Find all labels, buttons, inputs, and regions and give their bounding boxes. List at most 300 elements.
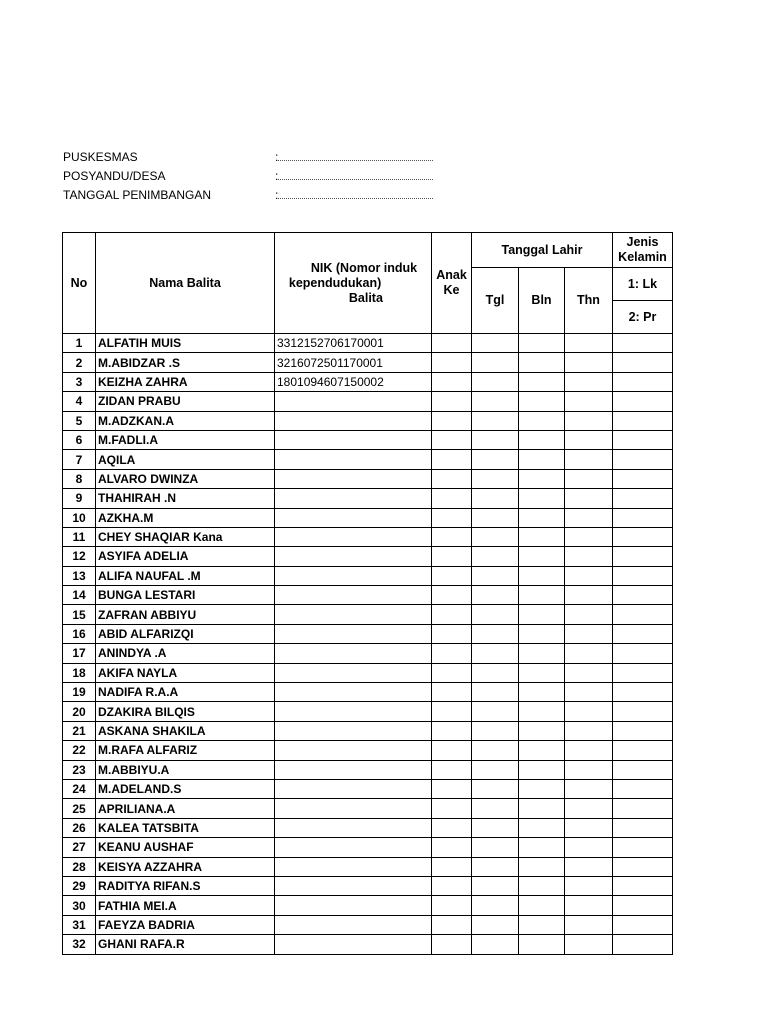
bln-cell[interactable] (519, 935, 565, 954)
thn-cell[interactable] (565, 838, 613, 857)
jenis-kelamin-cell[interactable] (613, 508, 673, 527)
bln-cell[interactable] (519, 353, 565, 372)
thn-cell[interactable] (565, 566, 613, 585)
nik-cell[interactable]: 3216072501170001 (275, 353, 432, 372)
anak-ke-cell[interactable] (432, 450, 472, 469)
row-number: 29 (63, 876, 96, 895)
table-row (63, 469, 673, 488)
tgl-cell[interactable] (472, 663, 519, 682)
row-number: 2 (63, 353, 96, 372)
nik-cell[interactable] (275, 586, 432, 605)
nik-cell[interactable] (275, 644, 432, 663)
nik-cell[interactable] (275, 411, 432, 430)
tgl-cell[interactable] (472, 857, 519, 876)
anak-ke-cell[interactable] (432, 469, 472, 488)
anak-ke-cell[interactable] (432, 547, 472, 566)
row-number: 32 (63, 935, 96, 954)
tgl-cell[interactable] (472, 896, 519, 915)
row-number: 12 (63, 547, 96, 566)
thn-cell[interactable] (565, 818, 613, 837)
bln-cell[interactable] (519, 721, 565, 740)
table-row (63, 818, 673, 837)
jenis-kelamin-cell[interactable] (613, 935, 673, 954)
tgl-cell[interactable] (472, 334, 519, 353)
jenis-kelamin-cell[interactable] (613, 838, 673, 857)
bln-cell[interactable] (519, 818, 565, 837)
jenis-kelamin-cell[interactable] (613, 857, 673, 876)
row-number: 22 (63, 741, 96, 760)
row-number: 17 (63, 644, 96, 663)
nik-cell[interactable] (275, 721, 432, 740)
tgl-cell[interactable] (472, 469, 519, 488)
thn-cell[interactable] (565, 663, 613, 682)
row-number: 14 (63, 586, 96, 605)
child-name: M.ABIDZAR .S (96, 353, 275, 372)
jenis-kelamin-cell[interactable] (613, 818, 673, 837)
thn-cell[interactable] (565, 876, 613, 895)
row-number: 26 (63, 818, 96, 837)
nik-cell[interactable] (275, 779, 432, 798)
nik-cell[interactable] (275, 838, 432, 857)
jenis-kelamin-cell[interactable] (613, 663, 673, 682)
thn-cell[interactable] (565, 915, 613, 934)
tgl-cell[interactable] (472, 527, 519, 546)
child-name: CHEY SHAQIAR Kana (96, 527, 275, 546)
thn-cell[interactable] (565, 624, 613, 643)
anak-ke-cell[interactable] (432, 392, 472, 411)
row-number: 8 (63, 469, 96, 488)
jenis-kelamin-cell[interactable] (613, 586, 673, 605)
tgl-cell[interactable] (472, 353, 519, 372)
bln-cell[interactable] (519, 547, 565, 566)
table-row (63, 392, 673, 411)
row-number: 5 (63, 411, 96, 430)
thn-cell[interactable] (565, 547, 613, 566)
row-number: 30 (63, 896, 96, 915)
jenis-kelamin-cell[interactable] (613, 547, 673, 566)
child-name: FAEYZA BADRIA (96, 915, 275, 934)
anak-ke-cell[interactable] (432, 334, 472, 353)
col-header-jenis-kelamin: Jenis Kelamin (613, 233, 673, 268)
nik-cell[interactable] (275, 818, 432, 837)
child-name: ABID ALFARIZQI (96, 624, 275, 643)
bln-cell[interactable] (519, 566, 565, 585)
child-name: M.ADELAND.S (96, 779, 275, 798)
nik-cell[interactable] (275, 799, 432, 818)
tgl-cell[interactable] (472, 372, 519, 391)
fill-in-line[interactable] (278, 179, 433, 180)
thn-cell[interactable] (565, 935, 613, 954)
row-number: 7 (63, 450, 96, 469)
col-header-tgl: Tgl (472, 268, 519, 334)
jenis-kelamin-cell[interactable] (613, 605, 673, 624)
anak-ke-cell[interactable] (432, 605, 472, 624)
nik-cell[interactable] (275, 508, 432, 527)
nik-cell[interactable] (275, 605, 432, 624)
bln-cell[interactable] (519, 586, 565, 605)
col-header-no: No (63, 233, 96, 334)
anak-ke-cell[interactable] (432, 721, 472, 740)
bln-cell[interactable] (519, 760, 565, 779)
anak-ke-cell[interactable] (432, 857, 472, 876)
thn-cell[interactable] (565, 372, 613, 391)
bln-cell[interactable] (519, 392, 565, 411)
child-name: ALFATIH MUIS (96, 334, 275, 353)
thn-cell[interactable] (565, 489, 613, 508)
nik-cell[interactable] (275, 702, 432, 721)
thn-cell[interactable] (565, 760, 613, 779)
thn-cell[interactable] (565, 702, 613, 721)
thn-cell[interactable] (565, 334, 613, 353)
col-header-bln: Bln (519, 268, 565, 334)
table-row (63, 624, 673, 643)
jenis-kelamin-cell[interactable] (613, 469, 673, 488)
anak-ke-cell[interactable] (432, 741, 472, 760)
bln-cell[interactable] (519, 779, 565, 798)
field-colon: : (275, 150, 279, 164)
row-number: 13 (63, 566, 96, 585)
field-label: TANGGAL PENIMBANGAN (63, 188, 212, 202)
jenis-kelamin-cell[interactable] (613, 702, 673, 721)
bln-cell[interactable] (519, 644, 565, 663)
row-number: 19 (63, 683, 96, 702)
thn-cell[interactable] (565, 469, 613, 488)
bln-cell[interactable] (519, 411, 565, 430)
anak-ke-cell[interactable] (432, 818, 472, 837)
anak-ke-cell[interactable] (432, 935, 472, 954)
tgl-cell[interactable] (472, 779, 519, 798)
table-row (63, 721, 673, 740)
table-row (63, 741, 673, 760)
jenis-kelamin-cell[interactable] (613, 566, 673, 585)
col-header-thn: Thn (565, 268, 613, 334)
row-number: 10 (63, 508, 96, 527)
bln-cell[interactable] (519, 896, 565, 915)
row-number: 27 (63, 838, 96, 857)
tgl-cell[interactable] (472, 721, 519, 740)
tgl-cell[interactable] (472, 818, 519, 837)
bln-cell[interactable] (519, 857, 565, 876)
anak-ke-cell[interactable] (432, 566, 472, 585)
bln-cell[interactable] (519, 741, 565, 760)
nik-cell[interactable] (275, 566, 432, 585)
tgl-cell[interactable] (472, 624, 519, 643)
jenis-kelamin-cell[interactable] (613, 779, 673, 798)
table-row (63, 683, 673, 702)
bln-cell[interactable] (519, 683, 565, 702)
field-label: POSYANDU/DESA (63, 169, 166, 183)
thn-cell[interactable] (565, 508, 613, 527)
jenis-kelamin-cell[interactable] (613, 644, 673, 663)
tgl-cell[interactable] (472, 586, 519, 605)
fill-in-line[interactable] (278, 198, 433, 199)
bln-cell[interactable] (519, 372, 565, 391)
bln-cell[interactable] (519, 663, 565, 682)
table-row (63, 489, 673, 508)
nik-cell[interactable] (275, 663, 432, 682)
tgl-cell[interactable] (472, 644, 519, 663)
nik-cell[interactable] (275, 527, 432, 546)
tgl-cell[interactable] (472, 547, 519, 566)
tgl-cell[interactable] (472, 489, 519, 508)
jenis-kelamin-cell[interactable] (613, 915, 673, 934)
nik-cell[interactable] (275, 760, 432, 779)
thn-cell[interactable] (565, 605, 613, 624)
thn-cell[interactable] (565, 721, 613, 740)
child-name: KEISYA AZZAHRA (96, 857, 275, 876)
nik-cell[interactable] (275, 683, 432, 702)
jenis-kelamin-cell[interactable] (613, 353, 673, 372)
thn-cell[interactable] (565, 586, 613, 605)
child-name: AQILA (96, 450, 275, 469)
row-number: 16 (63, 624, 96, 643)
child-name: THAHIRAH .N (96, 489, 275, 508)
child-name: ZAFRAN ABBIYU (96, 605, 275, 624)
bln-cell[interactable] (519, 702, 565, 721)
child-name: M.FADLI.A (96, 430, 275, 449)
tgl-cell[interactable] (472, 935, 519, 954)
row-number: 4 (63, 392, 96, 411)
tgl-cell[interactable] (472, 838, 519, 857)
child-name: M.ADZKAN.A (96, 411, 275, 430)
balita-table (62, 232, 673, 955)
tgl-cell[interactable] (472, 683, 519, 702)
table-row (63, 411, 673, 430)
thn-cell[interactable] (565, 741, 613, 760)
nik-cell[interactable] (275, 896, 432, 915)
nik-cell[interactable] (275, 876, 432, 895)
jenis-kelamin-cell[interactable] (613, 683, 673, 702)
child-name: KALEA TATSBITA (96, 818, 275, 837)
nik-cell[interactable] (275, 857, 432, 876)
table-row (63, 334, 673, 353)
jenis-kelamin-cell[interactable] (613, 760, 673, 779)
bln-cell[interactable] (519, 508, 565, 527)
child-name: APRILIANA.A (96, 799, 275, 818)
tgl-cell[interactable] (472, 430, 519, 449)
tgl-cell[interactable] (472, 508, 519, 527)
table-row (63, 566, 673, 585)
nik-cell[interactable]: 1801094607150002 (275, 372, 432, 391)
tgl-cell[interactable] (472, 566, 519, 585)
tgl-cell[interactable] (472, 741, 519, 760)
thn-cell[interactable] (565, 411, 613, 430)
row-number: 20 (63, 702, 96, 721)
anak-ke-cell[interactable] (432, 489, 472, 508)
child-name: ANINDYA .A (96, 644, 275, 663)
child-name: ALIFA NAUFAL .M (96, 566, 275, 585)
anak-ke-cell[interactable] (432, 876, 472, 895)
anak-ke-cell[interactable] (432, 896, 472, 915)
jenis-kelamin-cell[interactable] (613, 721, 673, 740)
jenis-kelamin-cell[interactable] (613, 411, 673, 430)
thn-cell[interactable] (565, 527, 613, 546)
thn-cell[interactable] (565, 644, 613, 663)
anak-ke-cell[interactable] (432, 702, 472, 721)
tgl-cell[interactable] (472, 392, 519, 411)
anak-ke-cell[interactable] (432, 508, 472, 527)
fill-in-line[interactable] (278, 160, 433, 161)
jenis-kelamin-cell[interactable] (613, 876, 673, 895)
jenis-kelamin-cell[interactable] (613, 624, 673, 643)
tgl-cell[interactable] (472, 702, 519, 721)
thn-cell[interactable] (565, 896, 613, 915)
anak-ke-cell[interactable] (432, 586, 472, 605)
tgl-cell[interactable] (472, 605, 519, 624)
table-row (63, 430, 673, 449)
child-name: DZAKIRA BILQIS (96, 702, 275, 721)
jenis-kelamin-cell[interactable] (613, 372, 673, 391)
jenis-kelamin-cell[interactable] (613, 489, 673, 508)
anak-ke-cell[interactable] (432, 838, 472, 857)
tgl-cell[interactable] (472, 876, 519, 895)
bln-cell[interactable] (519, 605, 565, 624)
jenis-kelamin-cell[interactable] (613, 896, 673, 915)
row-number: 9 (63, 489, 96, 508)
col-header-anak-ke: Anak Ke (432, 233, 472, 334)
row-number: 1 (63, 334, 96, 353)
child-name: BUNGA LESTARI (96, 586, 275, 605)
nik-cell[interactable] (275, 430, 432, 449)
child-name: AZKHA.M (96, 508, 275, 527)
col-header-nama: Nama Balita (96, 233, 275, 334)
anak-ke-cell[interactable] (432, 411, 472, 430)
table-row (63, 527, 673, 546)
anak-ke-cell[interactable] (432, 683, 472, 702)
nik-cell[interactable] (275, 469, 432, 488)
tgl-cell[interactable] (472, 450, 519, 469)
nik-cell[interactable]: 3312152706170001 (275, 334, 432, 353)
table-row (63, 896, 673, 915)
table-row (63, 876, 673, 895)
table-row (63, 915, 673, 934)
row-number: 28 (63, 857, 96, 876)
bln-cell[interactable] (519, 489, 565, 508)
table-row (63, 857, 673, 876)
anak-ke-cell[interactable] (432, 779, 472, 798)
anak-ke-cell[interactable] (432, 915, 472, 934)
thn-cell[interactable] (565, 683, 613, 702)
jenis-kelamin-cell[interactable] (613, 392, 673, 411)
anak-ke-cell[interactable] (432, 663, 472, 682)
nik-cell[interactable] (275, 450, 432, 469)
bln-cell[interactable] (519, 915, 565, 934)
bln-cell[interactable] (519, 799, 565, 818)
child-name: ALVARO DWINZA (96, 469, 275, 488)
thn-cell[interactable] (565, 430, 613, 449)
table-row (63, 799, 673, 818)
anak-ke-cell[interactable] (432, 372, 472, 391)
row-number: 15 (63, 605, 96, 624)
anak-ke-cell[interactable] (432, 527, 472, 546)
jenis-kelamin-cell[interactable] (613, 741, 673, 760)
nik-cell[interactable] (275, 624, 432, 643)
table-row (63, 779, 673, 798)
table-row (63, 760, 673, 779)
child-name: NADIFA R.A.A (96, 683, 275, 702)
bln-cell[interactable] (519, 624, 565, 643)
jenis-kelamin-cell[interactable] (613, 799, 673, 818)
anak-ke-cell[interactable] (432, 760, 472, 779)
anak-ke-cell[interactable] (432, 644, 472, 663)
table-row (63, 372, 673, 391)
bln-cell[interactable] (519, 469, 565, 488)
row-number: 31 (63, 915, 96, 934)
child-name: ASYIFA ADELIA (96, 547, 275, 566)
field-colon: : (275, 169, 279, 183)
bln-cell[interactable] (519, 876, 565, 895)
table-row (63, 838, 673, 857)
thn-cell[interactable] (565, 353, 613, 372)
col-header-tanggal-lahir: Tanggal Lahir (472, 233, 613, 268)
table-row (63, 663, 673, 682)
row-number: 6 (63, 430, 96, 449)
table-row (63, 353, 673, 372)
child-name: M.ABBIYU.A (96, 760, 275, 779)
anak-ke-cell[interactable] (432, 624, 472, 643)
table-row (63, 547, 673, 566)
thn-cell[interactable] (565, 857, 613, 876)
bln-cell[interactable] (519, 430, 565, 449)
anak-ke-cell[interactable] (432, 353, 472, 372)
tgl-cell[interactable] (472, 799, 519, 818)
col-header-nik: NIK (Nomor induk kependudukan) Balita (275, 233, 432, 334)
bln-cell[interactable] (519, 527, 565, 546)
nik-cell[interactable] (275, 547, 432, 566)
field-colon: : (275, 188, 279, 202)
child-name: KEIZHA ZAHRA (96, 372, 275, 391)
row-number: 23 (63, 760, 96, 779)
bln-cell[interactable] (519, 450, 565, 469)
col-header-pr: 2: Pr (613, 301, 673, 334)
thn-cell[interactable] (565, 392, 613, 411)
nik-cell[interactable] (275, 935, 432, 954)
table-row (63, 586, 673, 605)
table-row (63, 605, 673, 624)
row-number: 18 (63, 663, 96, 682)
nik-cell[interactable] (275, 392, 432, 411)
child-name: M.RAFA ALFARIZ (96, 741, 275, 760)
nik-cell[interactable] (275, 741, 432, 760)
anak-ke-cell[interactable] (432, 430, 472, 449)
jenis-kelamin-cell[interactable] (613, 450, 673, 469)
col-header-lk: 1: Lk (613, 268, 673, 301)
jenis-kelamin-cell[interactable] (613, 334, 673, 353)
row-number: 25 (63, 799, 96, 818)
jenis-kelamin-cell[interactable] (613, 430, 673, 449)
table-row (63, 702, 673, 721)
table-row (63, 508, 673, 527)
child-name: ASKANA SHAKILA (96, 721, 275, 740)
row-number: 24 (63, 779, 96, 798)
thn-cell[interactable] (565, 799, 613, 818)
nik-cell[interactable] (275, 489, 432, 508)
thn-cell[interactable] (565, 450, 613, 469)
tgl-cell[interactable] (472, 411, 519, 430)
jenis-kelamin-cell[interactable] (613, 527, 673, 546)
nik-cell[interactable] (275, 915, 432, 934)
row-number: 21 (63, 721, 96, 740)
thn-cell[interactable] (565, 779, 613, 798)
child-name: GHANI RAFA.R (96, 935, 275, 954)
anak-ke-cell[interactable] (432, 799, 472, 818)
row-number: 11 (63, 527, 96, 546)
bln-cell[interactable] (519, 334, 565, 353)
tgl-cell[interactable] (472, 760, 519, 779)
tgl-cell[interactable] (472, 915, 519, 934)
bln-cell[interactable] (519, 838, 565, 857)
table-row (63, 644, 673, 663)
